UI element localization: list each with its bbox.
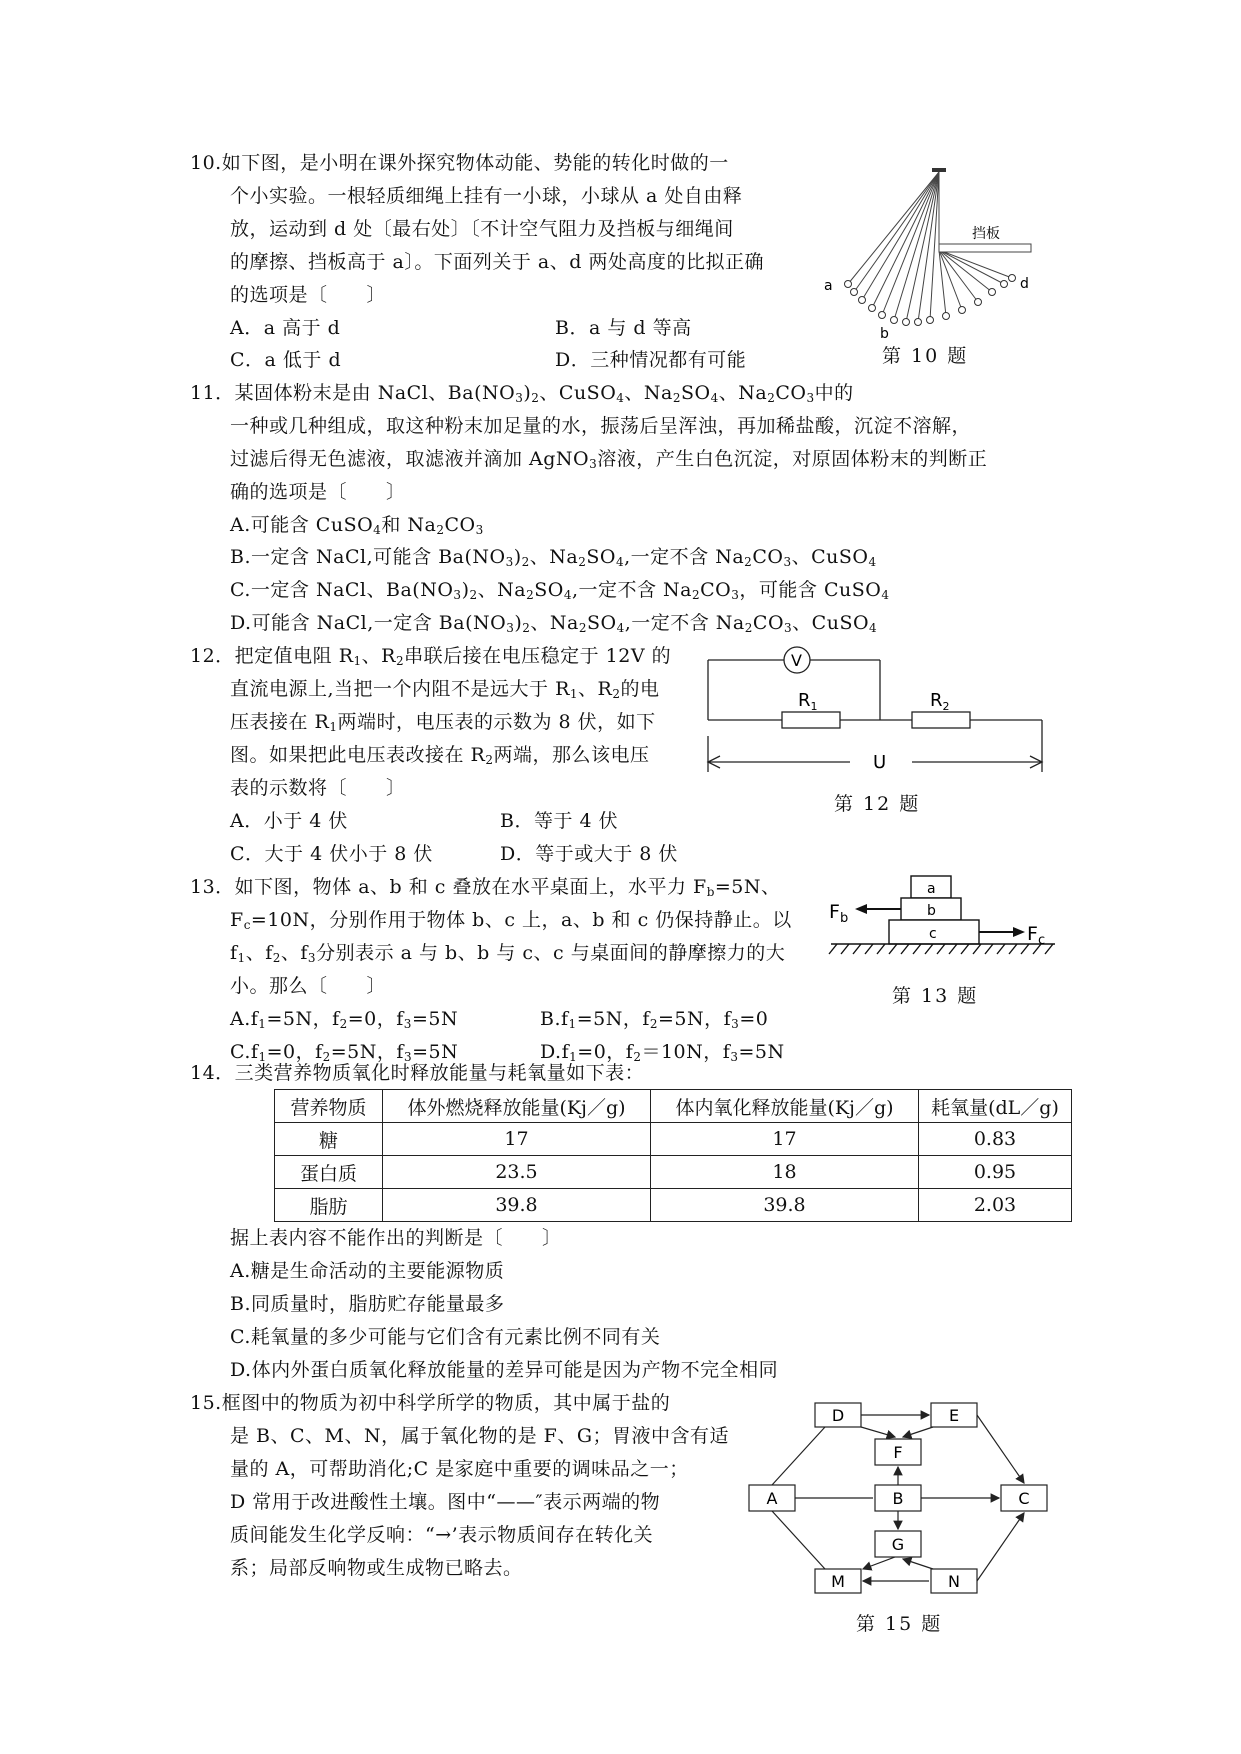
q13-line-4: 小。那么〔 〕 <box>230 975 387 997</box>
q12-line-1: 12．把定值电阻 $R_1$、$R_2$串联后接在电压稳定于 12V 的 <box>190 645 672 668</box>
q10-label-d: d <box>1020 276 1029 292</box>
q11-line-3: 过滤后得无色滤液，取滤液并滴加 AgNO$_3$溶液，产生白色沉淀，对原固体粉末的判断正 <box>230 448 988 471</box>
q15-caption: 第 15 题 <box>856 1613 943 1635</box>
q12-line-4: 图。如果把此电压表改接在 $R_2$两端，那么该电压 <box>230 744 650 767</box>
q10-line: 放，运动到 d 处〔最右处〕〔不计空气阻力及挡板与细绳间 <box>230 218 734 240</box>
q13-label-fb: $F_b$ <box>829 901 849 926</box>
q12-r1-label: $R_1$ <box>798 690 818 713</box>
q10-line: 个小实验。一根轻质细绳上挂有一小球，小球从 a 处自由释 <box>230 185 743 207</box>
q10-caption: 第 10 题 <box>882 345 969 367</box>
q13-option-a[interactable]: $A.f_1=5N$，$f_2=0$，$f_3=5N$ <box>230 1008 459 1031</box>
q10-pendulum-figure <box>820 160 1040 340</box>
q12-option-a[interactable]: A．小于 4 伏 <box>230 810 348 832</box>
q12-u-label: U <box>873 752 887 773</box>
table-header-row <box>275 1090 1072 1123</box>
q12-option-b[interactable]: B．等于 4 伏 <box>500 810 619 832</box>
q10-option-d[interactable]: D．三种情况都有可能 <box>555 349 747 371</box>
q14-table <box>274 1089 1072 1222</box>
q15-line: 质间能发生化学反响：“→’表示物质间存在转化关 <box>230 1524 654 1546</box>
q14-stem: 14．三类营养物质氧化时释放能量与耗氧量如下表： <box>190 1062 645 1084</box>
q13-label-fc: $F_c$ <box>1027 923 1046 948</box>
q13-caption: 第 13 题 <box>892 985 979 1007</box>
q13-label-b: b <box>927 903 936 919</box>
table-cell: 17 <box>383 1123 651 1156</box>
table-cell: 0.95 <box>919 1156 1072 1189</box>
q10-option-a[interactable]: A．a 高于 d <box>230 317 341 339</box>
table-cell: 39.8 <box>651 1189 919 1222</box>
table-cell: 0.83 <box>919 1123 1072 1156</box>
table-header: 体外燃烧释放能量(Kj／g) <box>383 1090 651 1123</box>
table-cell: 18 <box>651 1156 919 1189</box>
q14-option-b[interactable]: B.同质量时，脂肪贮存能量最多 <box>230 1293 505 1315</box>
q12-caption: 第 12 题 <box>834 793 921 815</box>
table-row <box>275 1123 1072 1156</box>
q13-label-c: c <box>929 926 937 942</box>
q12-voltmeter-label: V <box>791 651 802 670</box>
q11-line-2: 一种或几种组成，取这种粉末加足量的水，振荡后呈浑浊，再加稀盐酸，沉淀不溶解， <box>230 415 972 437</box>
q15-line: 15.框图中的物质为初中科学所学的物质，其中属于盐的 <box>190 1392 671 1414</box>
table-row <box>275 1156 1072 1189</box>
q15-label-a: A <box>766 1489 778 1508</box>
q15-label-n: N <box>948 1572 960 1591</box>
q15-label-d: D <box>831 1406 845 1425</box>
q15-label-c: C <box>1018 1489 1030 1508</box>
q15-label-b: B <box>892 1489 904 1508</box>
q13-label-a: a <box>927 881 936 897</box>
q14-option-a[interactable]: A.糖是生命活动的主要能源物质 <box>230 1260 505 1282</box>
q10-option-b[interactable]: B．a 与 d 等高 <box>555 317 692 339</box>
q12-r1 <box>782 712 840 728</box>
q12-r2-label: $R_2$ <box>930 690 950 713</box>
q15-line: 是 B、C、M、N，属于氧化物的是 F、G；胃液中含有适 <box>230 1425 730 1447</box>
table-row <box>275 1189 1072 1222</box>
q13-option-d[interactable]: $D.f_1=0$，$f_2=10N$，$f_3=5N$ <box>540 1041 785 1064</box>
table-header: 体内氧化释放能量(Kj／g) <box>651 1090 919 1123</box>
q12-option-c[interactable]: C．大于 4 伏小于 8 伏 <box>230 843 433 865</box>
q13-line-3: $f_1$、$f_2$、$f_3$分别表示 a 与 b、b 与 c、c 与桌面间的静摩擦力的大 <box>230 942 786 965</box>
q11-option-d[interactable]: D.可能含 NaCl,一定含 $Ba(NO_3)_2$、$Na_2SO_4$,一定不含 $Na_2CO_3$、CuSO$_4$ <box>230 612 878 635</box>
table-header: 耗氧量(dL／g) <box>919 1090 1072 1123</box>
q15-line: 系；局部反响物或生成物已略去。 <box>230 1557 523 1579</box>
q10-label-b: b <box>880 326 889 340</box>
q13-blocks-figure <box>825 868 1065 968</box>
q11-line-1: 11．某固体粉末是由 NaCl、$Ba(NO_3)_2$、CuSO$_4$、$Na_2SO_4$、$Na_2CO_3$中的 <box>190 382 854 405</box>
table-cell: 17 <box>651 1123 919 1156</box>
q11-line-4: 确的选项是〔 〕 <box>230 481 406 503</box>
q10-line: 的摩擦、挡板高于 a〕。下面列关于 a、d 两处高度的比拟正确 <box>230 251 764 273</box>
q11-option-a[interactable]: A.可能含 CuSO$_4$和 $Na_2CO_3$ <box>230 514 484 537</box>
table-cell: 脂肪 <box>275 1189 383 1222</box>
q14-question: 据上表内容不能作出的判断是〔 〕 <box>230 1227 562 1249</box>
q15-line: 量的 A，可帮助消化;C 是家庭中重要的调味品之一； <box>230 1458 689 1480</box>
q13-option-c[interactable]: $C.f_1=0$，$f_2=5N$，$f_3=5N$ <box>230 1041 459 1064</box>
q15-label-e: E <box>948 1406 960 1425</box>
table-cell: 23.5 <box>383 1156 651 1189</box>
q15-label-f: F <box>893 1443 903 1462</box>
table-cell: 39.8 <box>383 1189 651 1222</box>
q15-flow-figure <box>745 1395 1065 1605</box>
q10-balls <box>845 275 1016 326</box>
q12-line-5: 表的示数将〔 〕 <box>230 777 406 799</box>
q15-label-m: M <box>831 1572 845 1591</box>
q10-board-label: 挡板 <box>972 226 1000 242</box>
q13-line-2: $F_c=10N$，分别作用于物体 b、c 上，a、b 和 c 仍保持静止。以 <box>230 909 792 932</box>
q13-option-b[interactable]: $B.f_1=5N$，$f_2=5N$，$f_3=0$ <box>540 1008 769 1031</box>
table-cell: 蛋白质 <box>275 1156 383 1189</box>
q12-line-3: 压表接在 $R_1$两端时，电压表的示数为 8 伏，如下 <box>230 711 656 734</box>
q10-label-a: a <box>824 278 833 294</box>
q11-option-c[interactable]: C.一定含 NaCl、$Ba(NO_3)_2$、$Na_2SO_4$,一定不含 $Na_2CO_3$，可能含 CuSO$_4$ <box>230 579 890 602</box>
q12-circuit-figure <box>700 640 1050 780</box>
table-cell: 2.03 <box>919 1189 1072 1222</box>
q14-option-c[interactable]: C.耗氧量的多少可能与它们含有元素比例不同有关 <box>230 1326 661 1348</box>
table-cell: 糖 <box>275 1123 383 1156</box>
q11-option-b[interactable]: B.一定含 NaCl,可能含 $Ba(NO_3)_2$、$Na_2SO_4$,一定不含 $Na_2CO_3$、CuSO$_4$ <box>230 546 877 569</box>
table-header: 营养物质 <box>275 1090 383 1123</box>
q15-line: D 常用于改进酸性土壤。图中“——″表示两端的物 <box>230 1491 661 1513</box>
q14-option-d[interactable]: D.体内外蛋白质氧化释放能量的差异可能是因为产物不完全相同 <box>230 1359 779 1381</box>
q10-line: 10.如下图，是小明在课外探究物体动能、势能的转化时做的一 <box>190 152 729 174</box>
q10-line: 的选项是〔 〕 <box>230 284 387 306</box>
q12-option-d[interactable]: D．等于或大于 8 伏 <box>500 843 678 865</box>
q15-label-g: G <box>891 1535 905 1554</box>
q13-line-1: 13．如下图，物体 a、b 和 c 叠放在水平桌面上，水平力 $F_b=5N$、 <box>190 876 781 899</box>
q10-board <box>939 244 1031 252</box>
q12-line-2: 直流电源上,当把一个内阻不是远大于 $R_1$、$R_2$的电 <box>230 678 660 701</box>
q12-r2 <box>912 712 970 728</box>
q10-option-c[interactable]: C．a 低于 d <box>230 349 342 371</box>
